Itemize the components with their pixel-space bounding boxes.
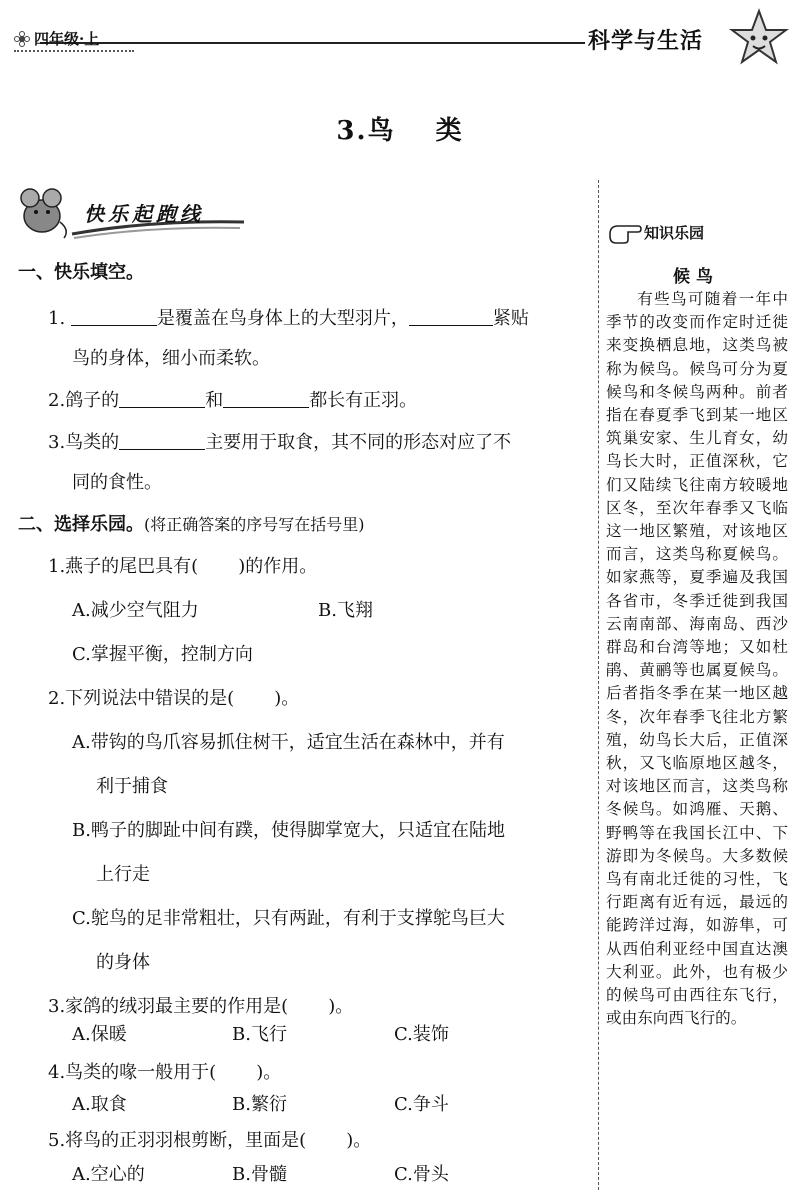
option: C.争斗 <box>394 1094 449 1115</box>
option: C.鸵鸟的足非常粗壮，只有两趾，有利于支撑鸵鸟巨大 <box>72 908 505 929</box>
option: B.飞行 <box>232 1024 287 1045</box>
option-cont: 的身体 <box>96 952 150 973</box>
option: C.装饰 <box>394 1024 449 1045</box>
fill-question-1-cont: 鸟的身体，细小而柔软。 <box>72 348 270 369</box>
answer-blank[interactable] <box>409 307 493 326</box>
option-cont: 上行走 <box>96 864 150 885</box>
fill-question-1: 1. 是覆盖在鸟身体上的大型羽片， 紧贴 <box>48 308 529 329</box>
subject-title: 科学与生活 <box>588 29 704 54</box>
title-word-2: 类 <box>435 116 464 146</box>
choice-question-5: 5.将鸟的正羽羽根剪断，里面是( )。 <box>48 1130 372 1151</box>
option: B.繁衍 <box>232 1094 287 1115</box>
banner-label: 快乐起跑线 <box>84 202 204 226</box>
header-rule <box>40 42 585 44</box>
grade-text: 四年级·上 <box>34 30 100 48</box>
option: A.减少空气阻力 <box>72 600 199 621</box>
option: A.取食 <box>72 1094 127 1115</box>
option: C.掌握平衡，控制方向 <box>72 644 253 665</box>
page-title <box>0 110 800 147</box>
fill-question-3: 3.鸟类的 主要用于取食，其不同的形态对应了不 <box>48 432 512 453</box>
option: A.带钩的鸟爪容易抓住树干，适宜生活在森林中，并有 <box>72 732 505 753</box>
sidebar-heading: 知识乐园 <box>608 222 704 244</box>
title-word-1: 鸟 <box>367 116 396 146</box>
choice-question-4: 4.鸟类的喙一般用于( )。 <box>48 1062 282 1083</box>
choice-question-2: 2.下列说法中错误的是( )。 <box>48 688 300 709</box>
option: B.鸭子的脚趾中间有蹼，使得脚掌宽大，只适宜在陆地 <box>72 820 505 841</box>
option-cont: 利于捕食 <box>96 776 168 797</box>
answer-blank[interactable] <box>119 389 205 408</box>
option: A.保暖 <box>72 1024 127 1045</box>
option: A.空心的 <box>72 1164 145 1185</box>
choice-question-3: 3.家鸽的绒羽最主要的作用是( )。 <box>48 996 354 1017</box>
header-dotted-rule <box>14 50 134 52</box>
grade-label <box>14 28 99 49</box>
option: B.骨髓 <box>232 1164 287 1185</box>
sidebar-body: 有些鸟可随着一年中季节的改变而作定时迁徙来变换栖息地，这类鸟被称为候鸟。候鸟可分为夏候鸟和冬候鸟两种。前者指在春夏季飞到某一地区筑巢安家、生儿育女，幼鸟长大时，正值深秋，它们又陆续飞往南方较暖地区冬，至次年春季又飞临这一地区繁殖，对该地区而言，这类鸟称夏候鸟。如家燕等，夏季遍及我国各省市，冬季迁徙到我国云南南部、海南岛、西沙群岛和台湾等地；又如杜鹃、黄鹂等也属夏候鸟。后者指冬季在某一地区越冬，次年春季飞往北方繁殖，幼鸟长大后，正值深秋，又飞临原地区越冬，对该地区而言，这类鸟称冬候鸟。如鸿雁、天鹅、野鸭等在我国长江中、下游即为冬候鸟。大多数候鸟有南北迁徙的习性，飞行距离有近有远，最远的能跨洋过海，如游隼，可从西伯利亚经中国直达澳大利亚。此外，也有极少的候鸟可由西往东飞行，或由东向西飞行的。 <box>606 290 788 1028</box>
title-number: 3. <box>336 116 368 146</box>
option: C.骨头 <box>394 1164 449 1185</box>
option: B.飞翔 <box>318 600 373 621</box>
fill-question-2: 2.鸽子的 和 都长有正羽。 <box>48 390 418 411</box>
star-mascot-icon <box>728 8 790 70</box>
section2-note: (将正确答案的序号写在括号里) <box>144 515 365 534</box>
fill-question-3-cont: 同的食性。 <box>72 472 162 493</box>
choice-question-1: 1.燕子的尾巴具有( )的作用。 <box>48 556 318 577</box>
section2-heading: 二、选择乐园。(将正确答案的序号写在括号里) <box>18 514 365 535</box>
section1-heading: 一、快乐填空。 <box>18 262 144 283</box>
sidebar-title: 候鸟 <box>673 267 719 287</box>
flower-icon <box>14 31 30 47</box>
pointing-hand-icon <box>608 222 642 244</box>
answer-blank[interactable] <box>223 389 309 408</box>
answer-blank[interactable] <box>71 307 157 326</box>
answer-blank[interactable] <box>119 431 205 450</box>
column-divider <box>598 180 599 1190</box>
